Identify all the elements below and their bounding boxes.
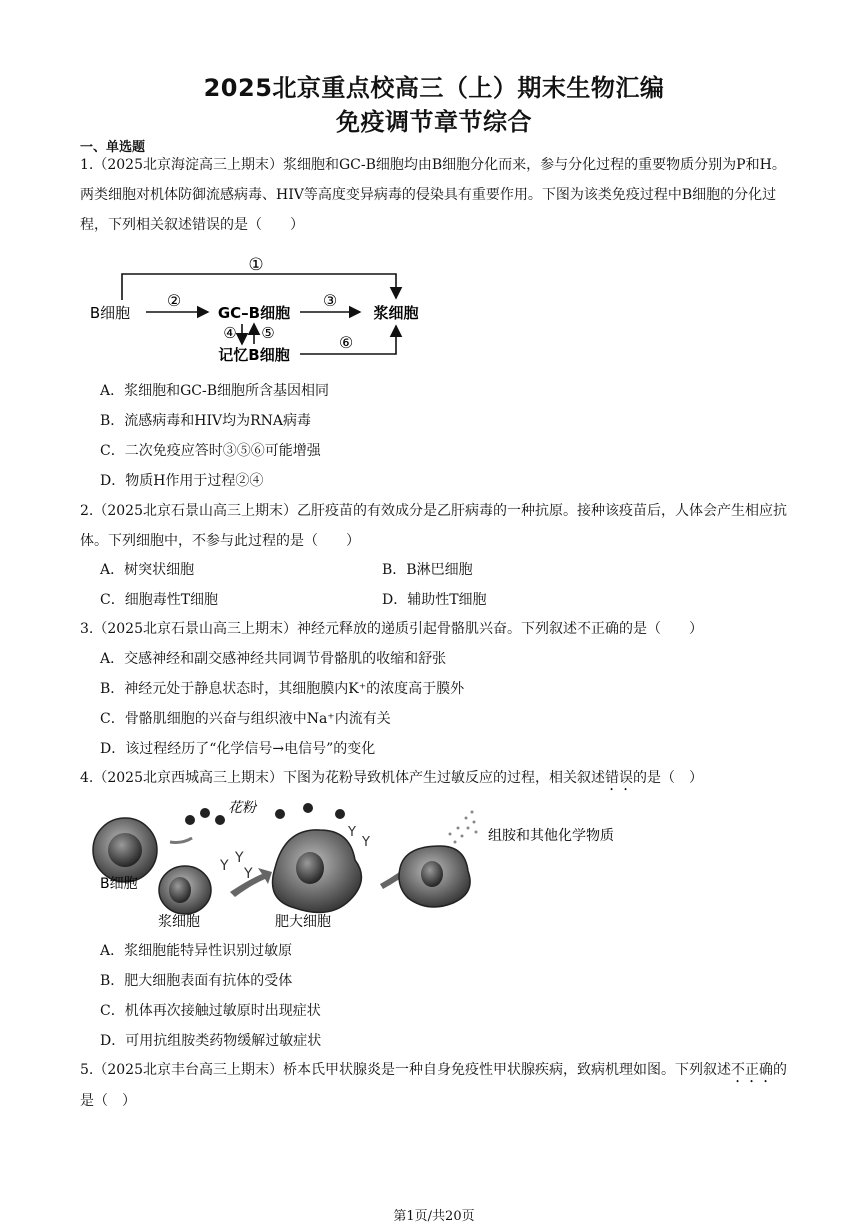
q3-option-a: A．交感神经和副交感神经共同调节骨骼肌的收缩和舒张 — [100, 651, 447, 667]
emphasis-incorrect: 不正确 — [730, 1062, 773, 1078]
label-n5: ⑤ — [261, 324, 275, 342]
q3-option-d: D．该过程经历了“化学信号→电信号”的变化 — [100, 741, 376, 757]
label-histamine: 组胺和其他化学物质 — [488, 828, 614, 844]
question-1-text: 1.（2025北京海淀高三上期末）浆细胞和GC-B细胞均由B细胞分化而来，参与分化过程的重要物质分别为P和H。两类细胞对机体防御流感病毒、HIV等高度变异病毒的侵染具有重要作用。下图为该类免疫过程中B细胞的分化过程，下列相关叙述错误的是（ ） — [80, 157, 786, 233]
label-n1: ① — [248, 255, 264, 275]
label-n6: ⑥ — [338, 333, 354, 352]
q1-option-c: C．二次免疫应答时③⑤⑥可能增强 — [100, 443, 321, 459]
q1-option-d: D．物质H作用于过程②④ — [100, 473, 264, 489]
q4-option-a: A．浆细胞能特异性识别过敏原 — [100, 943, 293, 959]
allergy-process-figure — [80, 798, 640, 932]
page-title: 2025北京重点校高三（上）期末生物汇编 — [203, 74, 665, 102]
q2-option-c: C．细胞毒性T细胞 — [100, 592, 219, 608]
q4-option-d: D．可用抗组胺类药物缓解过敏症状 — [100, 1033, 322, 1049]
node-gcb-cell: GC–B细胞 — [217, 304, 291, 322]
label-n3: ③ — [322, 291, 338, 310]
node-b-cell: B细胞 — [89, 304, 131, 322]
page-number: 第1页/共20页 — [393, 1209, 475, 1224]
histamine-particles — [449, 811, 478, 844]
b-cell-differentiation-diagram — [80, 248, 440, 366]
label-plasma-cell: 浆细胞 — [158, 914, 200, 930]
node-plasma-cell: 浆细胞 — [373, 304, 419, 322]
q3-option-c: C．骨骼肌细胞的兴奋与组织液中Na⁺内流有关 — [100, 711, 391, 727]
label-n4: ④ — [223, 324, 237, 342]
q2-option-b: B．B淋巴细胞 — [382, 562, 473, 578]
question-5-text: 5.（2025北京丰台高三上期末）桥本氏甲状腺炎是一种自身免疫性甲状腺疾病，致病机理如图。下列叙述不正确的是（ ） — [80, 1062, 787, 1109]
question-4-text: 4.（2025北京西城高三上期末）下图为花粉导致机体产生过敏反应的过程，相关叙述错误的是（ ） — [80, 770, 703, 786]
q3-option-b: B．神经元处于静息状态时，其细胞膜内K⁺的浓度高于膜外 — [100, 681, 465, 697]
label-pollen: 花粉 — [228, 800, 256, 816]
q4-option-c: C．机体再次接触过敏原时出现症状 — [100, 1003, 321, 1019]
label-n2: ② — [166, 291, 182, 310]
q2-option-a: A．树突状细胞 — [100, 562, 195, 578]
antibody-icon: Y — [220, 858, 229, 874]
node-memory-b-cell: 记忆B细胞 — [218, 346, 290, 364]
svg-text:Y: Y — [235, 850, 244, 866]
q2-option-d: D．辅助性T细胞 — [382, 592, 487, 608]
label-b-cell: B细胞 — [100, 876, 138, 892]
curved-arrow — [170, 838, 192, 843]
svg-text:Y: Y — [244, 866, 253, 882]
emphasis-wrong: 错误 — [604, 770, 633, 786]
q4-option-b: B．肥大细胞表面有抗体的受体 — [100, 973, 293, 989]
section-label: 一、单选题 — [80, 140, 146, 155]
question-3-text: 3.（2025北京石景山高三上期末）神经元释放的递质引起骨骼肌兴奋。下列叙述不正确的是（ ） — [80, 621, 703, 637]
label-mast-cell: 肥大细胞 — [275, 914, 331, 930]
svg-text:Y: Y — [362, 835, 370, 850]
question-2-text: 2.（2025北京石景山高三上期末）乙肝疫苗的有效成分是乙肝病毒的一种抗原。接种该疫苗后，人体会产生相应抗体。下列细胞中，不参与此过程的是（ ） — [80, 503, 787, 549]
q1-option-b: B．流感病毒和HIV均为RNA病毒 — [100, 413, 312, 429]
page-subtitle: 免疫调节章节综合 — [336, 108, 532, 136]
svg-text:Y: Y — [348, 825, 356, 840]
pollen-grain — [185, 815, 195, 825]
arrow-1 — [122, 274, 396, 300]
q1-option-a: A．浆细胞和GC-B细胞所含基因相同 — [100, 383, 330, 399]
